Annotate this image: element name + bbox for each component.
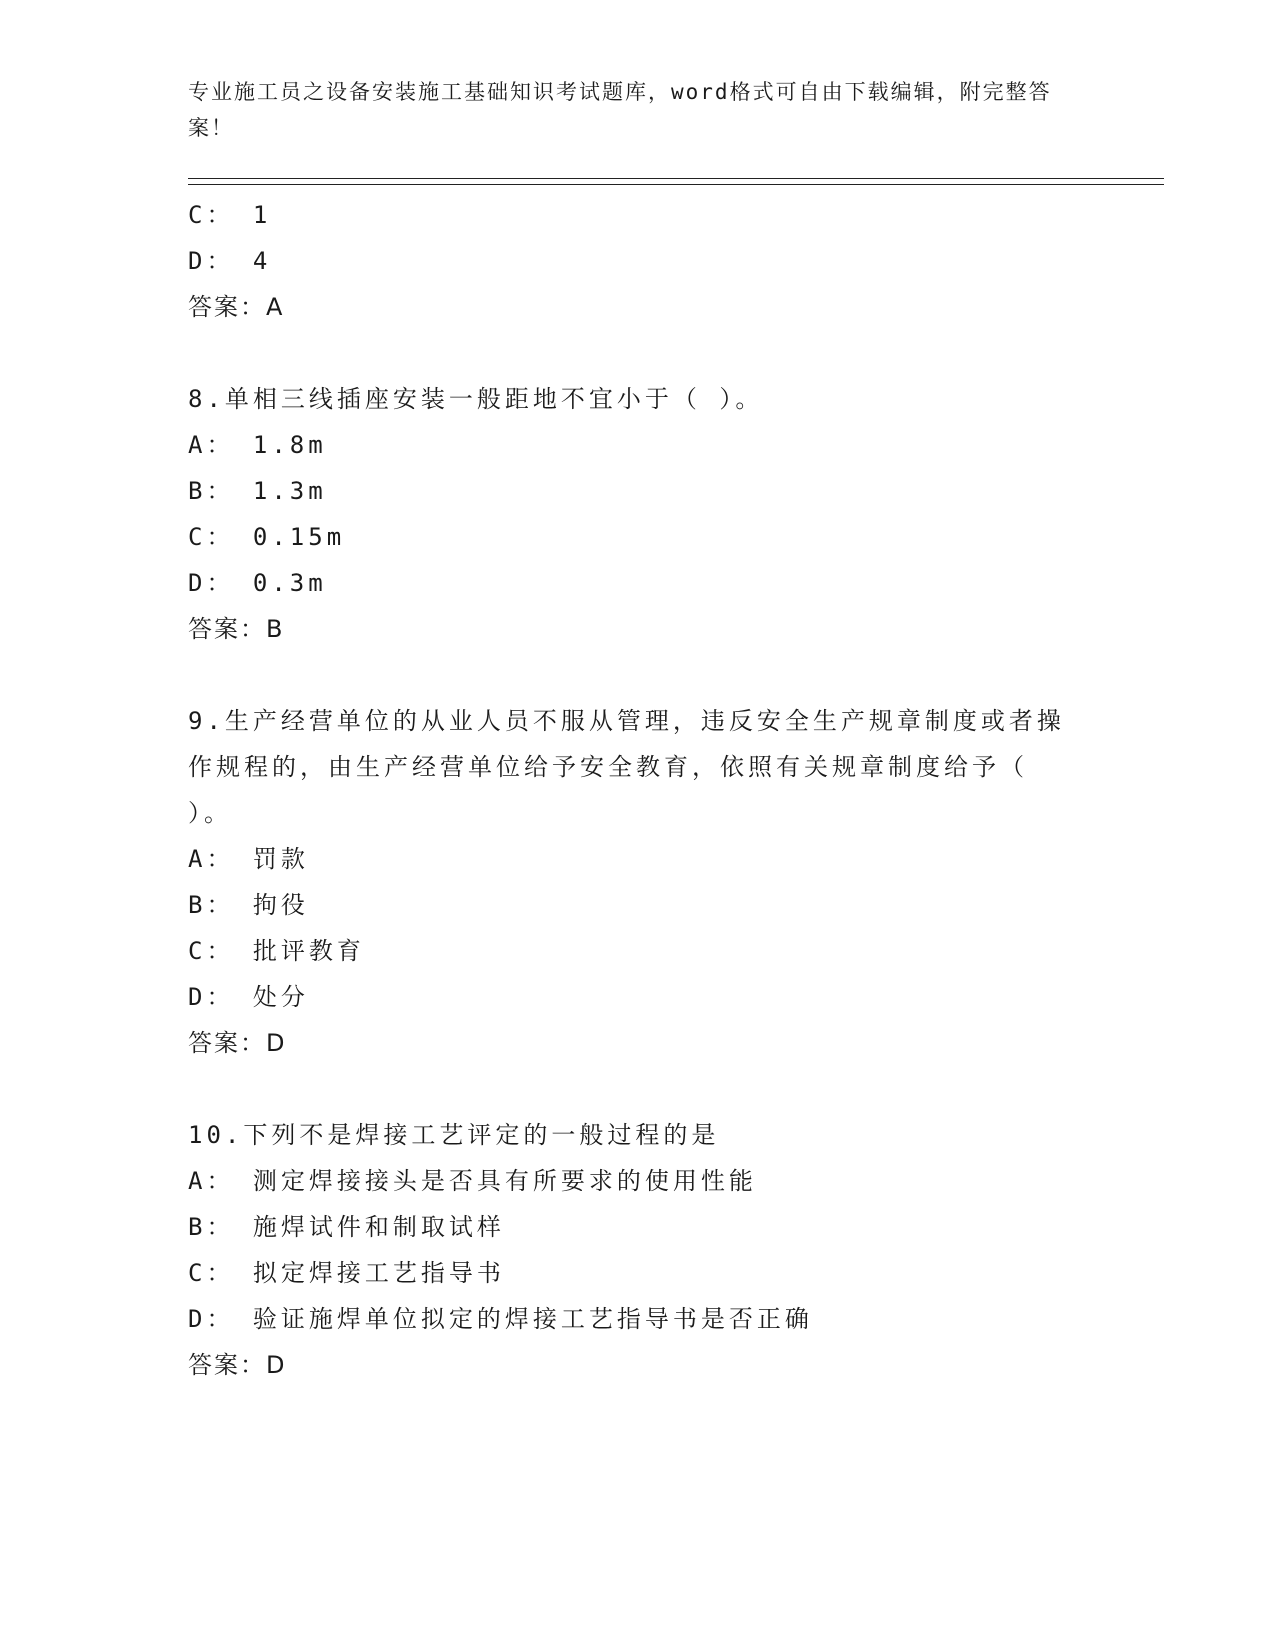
- header-divider-double: [188, 184, 1164, 185]
- question-10: [188, 1112, 1088, 1388]
- answer-label: 答案：B: [188, 615, 285, 643]
- spacer: [188, 652, 1088, 698]
- page-header-title: 专业施工员之设备安装施工基础知识考试题库，word格式可自由下载编辑，附完整答案！: [188, 80, 1052, 140]
- question-stem: 8.单相三线插座安装一般距地不宜小于（ ）。: [188, 385, 764, 413]
- option-d: D： 0.3m: [188, 569, 327, 597]
- question-9: [188, 698, 1088, 1066]
- option-d: D： 验证施焊单位拟定的焊接工艺指导书是否正确: [188, 1305, 813, 1333]
- option-c: C： 拟定焊接工艺指导书: [188, 1259, 505, 1287]
- header-divider: [188, 178, 1164, 179]
- answer-label: 答案：D: [188, 1029, 287, 1057]
- option-b: B： 1.3m: [188, 477, 327, 505]
- question-stem: 9.生产经营单位的从业人员不服从管理，违反安全生产规章制度或者操作规程的，由生产经营单位给予安全教育，依照有关规章制度给予（ ）。: [188, 707, 1065, 827]
- spacer: [188, 330, 1088, 376]
- option-a: A： 罚款: [188, 845, 309, 873]
- question-7-continued: [188, 192, 1088, 330]
- question-8: [188, 376, 1088, 652]
- answer-label: 答案：A: [188, 293, 285, 321]
- answer-label: 答案：D: [188, 1351, 287, 1379]
- option-b: B： 施焊试件和制取试样: [188, 1213, 505, 1241]
- option-a: A： 1.8m: [188, 431, 327, 459]
- option-d: D： 处分: [188, 983, 309, 1011]
- question-stem: 10.下列不是焊接工艺评定的一般过程的是: [188, 1121, 720, 1149]
- question-list: [188, 192, 1088, 1388]
- option-c: C： 批评教育: [188, 937, 365, 965]
- option-c: C： 1: [188, 201, 272, 229]
- option-c: C： 0.15m: [188, 523, 346, 551]
- option-b: B： 拘役: [188, 891, 309, 919]
- option-a: A： 测定焊接接头是否具有所要求的使用性能: [188, 1167, 757, 1195]
- spacer: [188, 1066, 1088, 1112]
- option-d: D： 4: [188, 247, 272, 275]
